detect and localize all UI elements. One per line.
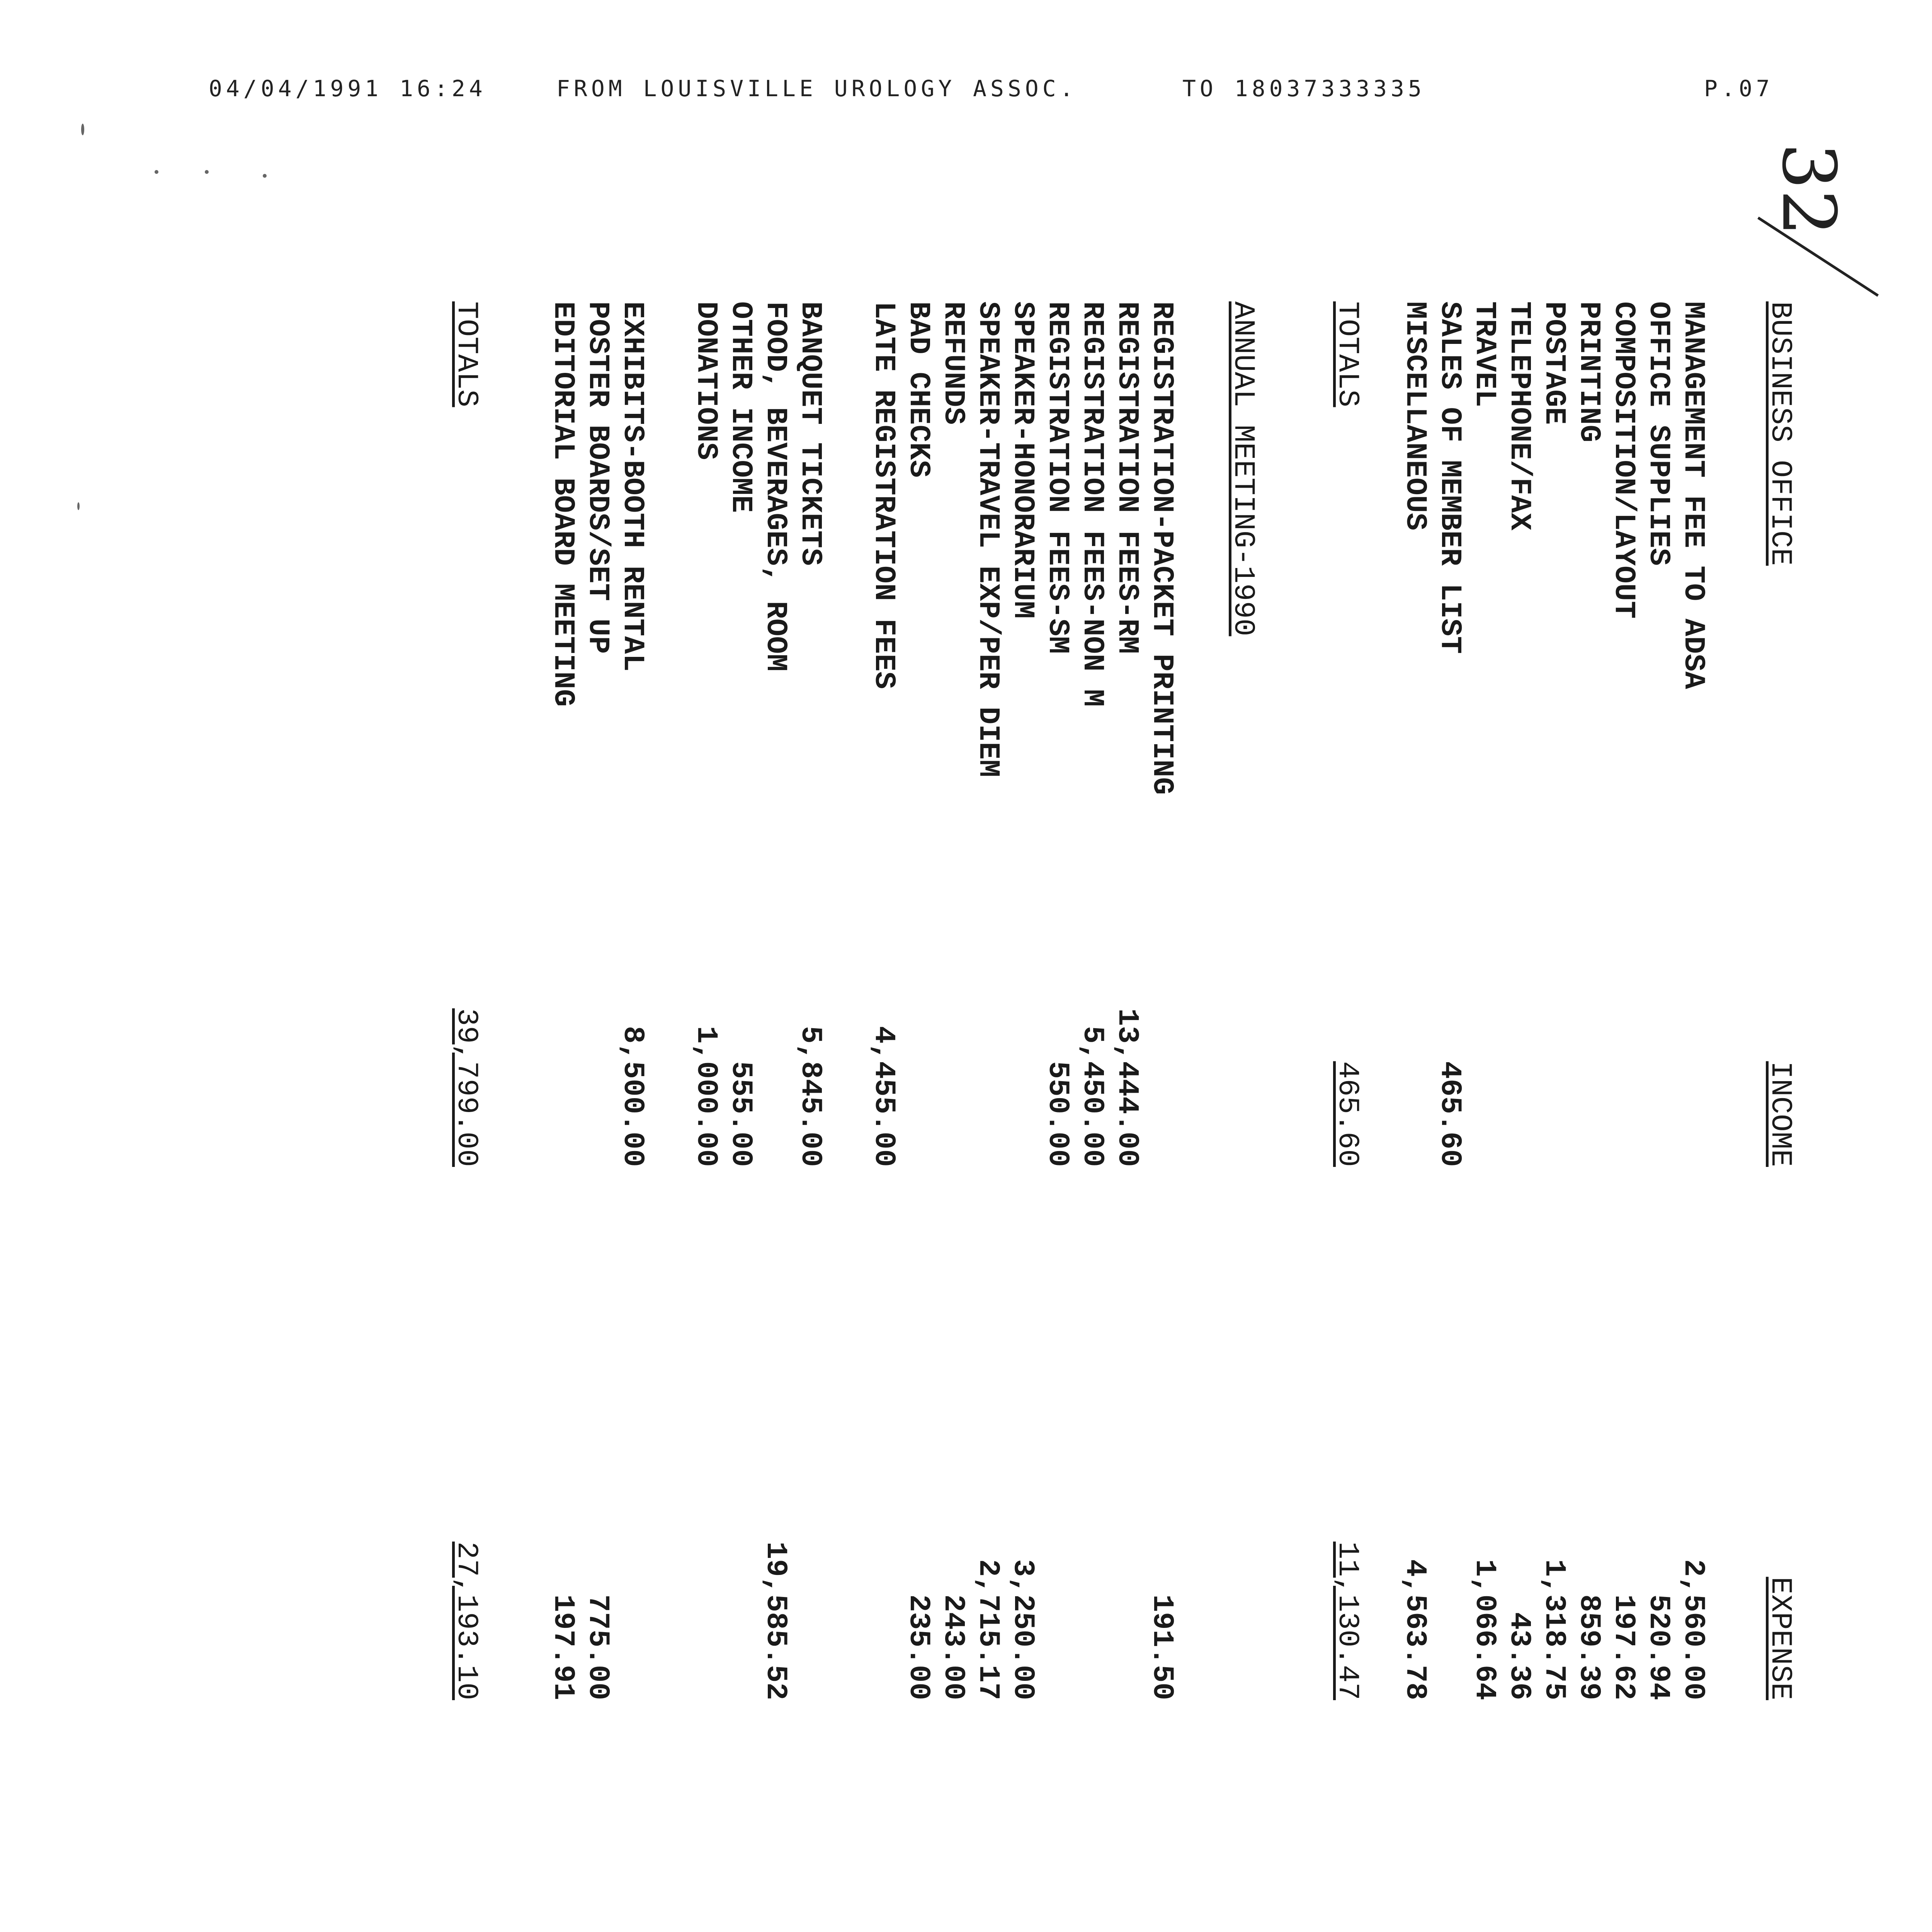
row-income: 13,444.00 (1111, 1008, 1144, 1167)
row-expense: 1,066.64 (1468, 1559, 1501, 1700)
table-row (611, 301, 649, 1932)
row-net (1145, 1839, 1179, 1932)
financial-statement (328, 301, 1797, 1932)
row-net (1607, 1839, 1640, 1932)
row-income: 1,000.00 (689, 1026, 723, 1167)
table-row (1532, 301, 1571, 1932)
row-label: REGISTRATION-PACKET PRINTING (1145, 301, 1179, 795)
row-expense: 43.36 (1503, 1612, 1536, 1700)
row-net (1642, 1839, 1675, 1932)
row-net (1076, 1839, 1109, 1932)
row-label: EDITORIAL BOARD MEETING (546, 301, 580, 707)
table-row (1428, 301, 1466, 1932)
totals-income: 465.60 (1331, 1061, 1364, 1167)
row-net (1111, 1839, 1144, 1932)
row-income: 5,450.00 (1076, 1026, 1109, 1167)
totals-expense: 27,193.10 (450, 1541, 483, 1700)
table-row (862, 301, 900, 1932)
scan-speck (263, 174, 267, 178)
row-expense: 859.39 (1572, 1594, 1605, 1700)
fax-datetime: 04/04/1991 16:24 (209, 75, 486, 102)
row-net (1503, 1839, 1536, 1932)
row-label: POSTER BOARDS/SET UP (581, 301, 614, 654)
row-label: TRAVEL (1468, 301, 1501, 407)
row-net (546, 1839, 580, 1932)
row-expense: 243.00 (937, 1594, 970, 1700)
annual-meeting-title: ANNUAL MEETING-1990 (1226, 301, 1260, 636)
row-income: 550.00 (1041, 1061, 1074, 1167)
table-row (1636, 301, 1675, 1932)
totals-label: TOTALS (1331, 301, 1364, 407)
row-net (794, 1839, 827, 1932)
row-net (616, 1839, 649, 1932)
table-row (576, 301, 614, 1932)
scan-speck (81, 124, 84, 135)
row-income: 8,500.00 (616, 1026, 649, 1167)
scan-speck (77, 502, 80, 510)
row-label: POSTAGE (1537, 301, 1571, 425)
row-expense: 197.91 (546, 1594, 580, 1700)
table-row (966, 301, 1005, 1932)
table-row (1567, 301, 1605, 1932)
row-net (902, 1839, 935, 1932)
row-net (1398, 1839, 1432, 1932)
row-label: PRINTING (1572, 301, 1605, 442)
row-label: FOOD, BEVERAGES, ROOM (759, 301, 792, 672)
row-label: BAD CHECKS (902, 301, 935, 478)
business-office-totals-row (1325, 301, 1364, 1932)
row-expense: 1,318.75 (1537, 1559, 1571, 1700)
row-net (1006, 1839, 1039, 1932)
row-net (867, 1839, 900, 1932)
annual-meeting-totals-row (444, 301, 483, 1932)
row-expense: 191.50 (1145, 1594, 1179, 1700)
table-row (1070, 301, 1109, 1932)
row-label: COMPOSITION/LAYOUT (1607, 301, 1640, 619)
row-net (1537, 1839, 1571, 1932)
row-label: REGISTRATION FEES-SM (1041, 301, 1074, 654)
row-net (1041, 1839, 1074, 1932)
row-label: TELEPHONE/FAX (1503, 301, 1536, 531)
table-row (1036, 301, 1074, 1932)
row-income: 465.60 (1433, 1061, 1466, 1167)
row-expense: 3,250.00 (1006, 1559, 1039, 1700)
row-net (1572, 1839, 1605, 1932)
row-expense: 19,585.52 (759, 1541, 792, 1700)
row-expense: 235.00 (902, 1594, 935, 1700)
income-header: INCOME (1764, 1061, 1797, 1167)
table-row (1001, 301, 1039, 1932)
row-label: SPEAKER-HONORARIUM (1006, 301, 1039, 619)
totals-income: 39,799.00 (450, 1008, 483, 1167)
row-expense: 2,715.17 (971, 1559, 1005, 1700)
table-row (1463, 301, 1501, 1932)
table-row (1497, 301, 1536, 1932)
fax-to: TO 18037333335 (1182, 75, 1425, 102)
row-net (581, 1839, 614, 1932)
row-label: MANAGEMENT FEE TO ADSA (1677, 301, 1710, 689)
totals-expense: 11,130.47 (1331, 1541, 1364, 1700)
scan-speck (155, 170, 158, 174)
row-net (759, 1839, 792, 1932)
row-expense: 520.94 (1642, 1594, 1675, 1700)
table-row (753, 301, 792, 1932)
row-label: REFUNDS (937, 301, 970, 425)
row-label: REGISTRATION FEES-RM (1111, 301, 1144, 654)
row-net (1468, 1839, 1501, 1932)
row-label: MISCELLANEOUS (1398, 301, 1432, 531)
table-row (1602, 301, 1640, 1932)
table-row (788, 301, 827, 1932)
row-net (937, 1839, 970, 1932)
table-row (1105, 301, 1144, 1932)
row-label: OTHER INCOME (724, 301, 757, 513)
row-label: DONATIONS (689, 301, 723, 460)
row-label: REGISTRATION FEES-NON M (1076, 301, 1109, 707)
row-expense: 197.62 (1607, 1594, 1640, 1700)
fax-page-number: P.07 (1704, 75, 1774, 102)
column-header-row (1758, 301, 1797, 1932)
expense-header: EXPENSE (1764, 1577, 1797, 1700)
row-income: 555.00 (724, 1061, 757, 1167)
row-net (1433, 1839, 1466, 1932)
row-income: 5,845.00 (794, 1026, 827, 1167)
table-row (1393, 301, 1432, 1932)
scan-speck (205, 170, 209, 174)
handwritten-annotation: 32 (1766, 143, 1852, 236)
table-row (931, 301, 970, 1932)
table-row (541, 301, 580, 1932)
row-income: 4,455.00 (867, 1026, 900, 1167)
row-expense: 2,560.00 (1677, 1559, 1710, 1700)
annual-meeting-heading-row (1221, 301, 1260, 1932)
net-header (1764, 1839, 1797, 1932)
table-row (719, 301, 757, 1932)
row-net (689, 1839, 723, 1932)
row-net (724, 1839, 757, 1932)
row-net (971, 1839, 1005, 1932)
totals-net (1331, 1839, 1364, 1932)
row-label: BANQUET TICKETS (794, 301, 827, 566)
fax-from: FROM LOUISVILLE UROLOGY ASSOC. (556, 75, 1077, 102)
totals-net (450, 1839, 483, 1932)
row-label: OFFICE SUPPLIES (1642, 301, 1675, 566)
totals-label: TOTALS (450, 301, 483, 407)
row-expense: 775.00 (581, 1594, 614, 1700)
row-label: SPEAKER-TRAVEL EXP/PER DIEM (971, 301, 1005, 777)
table-row (896, 301, 935, 1932)
row-net (1677, 1839, 1710, 1932)
row-label: SALES OF MEMBER LIST (1433, 301, 1466, 654)
table-row (1140, 301, 1179, 1932)
row-label: EXHIBITS-BOOTH RENTAL (616, 301, 649, 672)
row-label: LATE REGISTRATION FEES (867, 301, 900, 689)
row-expense: 4,563.78 (1398, 1559, 1432, 1700)
table-row (1671, 301, 1710, 1932)
table-row (684, 301, 723, 1932)
fax-header (209, 68, 1793, 114)
business-office-title: BUSINESS OFFICE (1764, 301, 1797, 566)
